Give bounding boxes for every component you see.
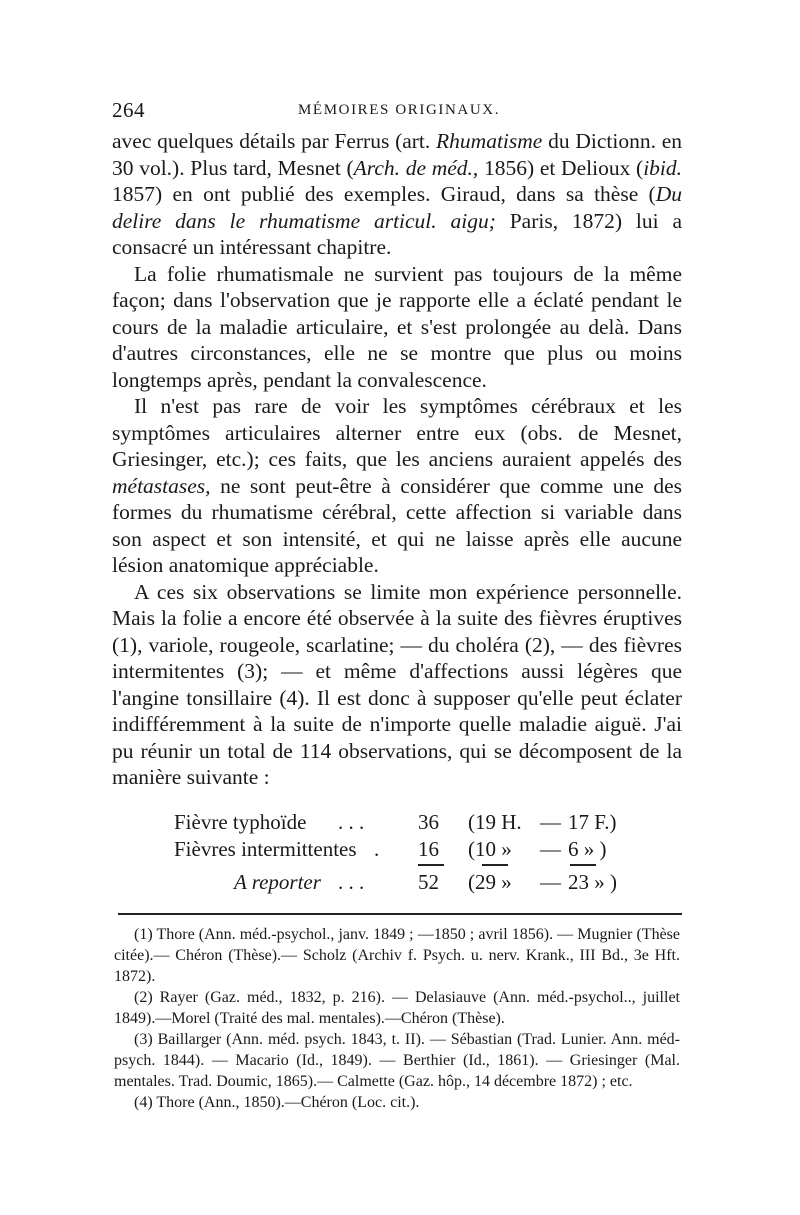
row-dash: — (540, 837, 561, 861)
paragraph-4 (112, 579, 682, 791)
running-title: MÉMOIRES ORIGINAUX. (298, 102, 501, 118)
footnote-4: (4) Thore (Ann., 1850).—Chéron (Loc. cit.). (134, 1094, 420, 1111)
row-total: 16 (418, 837, 439, 861)
text-run: La folie rhumatismale ne survient pas toujours de la même façon; dans l'observation que je rapporte elle a éclaté pendant le cours de la maladie articulaire, et s'est prolongée au delà. Dans d'autres circonstances, elle ne se montre que plus ou moins longtemps après, pendant la convalescence. (112, 261, 682, 392)
row-label: Fièvres intermittentes (174, 837, 357, 861)
text-run: Paris, 1872) lui a consacré un intéressant chapitre. (112, 208, 682, 259)
paragraph-3 (112, 393, 682, 579)
text-run: du Dictionn. en 30 vol.). Plus tard, Mesnet ( (112, 129, 682, 180)
paragraph-1 (112, 128, 682, 261)
row-total: 36 (418, 810, 439, 834)
footnotes (114, 924, 680, 1113)
footnote-2: (2) Rayer (Gaz. méd., 1832, p. 216). — Delasiauve (Ann. méd.-psychol.., juillet 1849).—Morel (Traité des mal. mentales).—Chéron (Thèse). (114, 989, 680, 1027)
body-text (112, 128, 682, 791)
italic-text: Rhumatisme (436, 129, 543, 153)
footnote-1: (1) Thore (Ann. méd.-psychol., janv. 1849 ; —1850 ; avril 1856). — Mugnier (Thèse citée).— Chéron (Thèse).— Scholz (Archiv f. Psych. u. nerv. Krank., III Bd., 3e Hft. 1872). (114, 926, 680, 985)
table-row (112, 837, 682, 864)
row-label: Fièvre typhoïde (174, 810, 307, 834)
page-number: 264 (112, 98, 145, 122)
sum-rule (418, 864, 444, 866)
row-men: (19 H. (468, 810, 522, 834)
italic-text: Du delire dans le rhumatisme articul. aigu; (112, 182, 682, 233)
page-header (112, 98, 690, 128)
carry-total: 52 (418, 870, 439, 894)
footnote-3: (3) Baillarger (Ann. méd. psych. 1843, t. II). — Sébastian (Trad. Lunier. Ann. méd-psych. 1844). — Macario (Id., 1849). — Berthier (Id., 1861). — Griesinger (Mal. mentales. Trad. Doumic, 1865).— Calmette (Gaz. hôp., 14 décembre 1872) ; etc. (114, 1031, 680, 1090)
text-run: 1857) en ont publié des exemples. Giraud, dans sa thèse ( (112, 182, 656, 206)
row-dots: . . . (338, 810, 365, 834)
row-dots: . (374, 837, 380, 861)
footnote-rule (118, 913, 682, 915)
italic-text: ibid. (643, 155, 683, 180)
text-run: A ces six observations se limite mon expérience personnelle. Mais la folie a encore été observée à la suite des fièvres éruptives (1), variole, rougeole, scarlatine; — du choléra (2), — des fièvres intermitentes (3); — et même d'affections aussi légères que l'angine tonsillaire (4). Il est donc à supposer qu'elle peut éclater indifféremment à la suite de n'importe quelle maladie aiguë. J'ai pu réunir un total de 114 observations, qui se décomposent de la manière suivante : (112, 579, 682, 789)
text-run: ne sont peut-être à considérer que comme une des formes du rhumatisme cérébral, cette affection si variable dans son aspect et son intensité, et qui ne laisse après elle aucune lésion anatomique appréciable. (112, 473, 682, 577)
carry-row (112, 870, 682, 897)
text-run: Il n'est pas rare de voir les symptômes cérébraux et les symptômes articulaires alterner entre eux (obs. de Mesnet, Griesinger, etc.); ces faits, que les anciens auraient appelés des (112, 394, 682, 471)
row-women: 17 F.) (568, 810, 617, 834)
text-run: , 1856) et Delioux ( (472, 155, 644, 180)
row-dash: — (540, 810, 561, 834)
text-run: avec quelques détails par Ferrus (art. (112, 129, 437, 153)
sum-rule (570, 864, 596, 866)
paragraph-2 (112, 261, 682, 394)
carry-dash: — (540, 870, 561, 894)
sum-rule (482, 864, 508, 866)
observations-table (112, 810, 682, 897)
carry-women: 23 » ) (568, 870, 617, 894)
carry-men: (29 » (468, 870, 512, 894)
italic-text: métastases, (112, 473, 211, 498)
carry-label: A reporter (234, 870, 321, 894)
carry-dots: . . . (338, 870, 365, 894)
row-women: 6 » ) (568, 837, 607, 861)
row-men: (10 » (468, 837, 512, 861)
table-row (112, 810, 682, 837)
italic-text: Arch. de méd. (353, 155, 473, 180)
